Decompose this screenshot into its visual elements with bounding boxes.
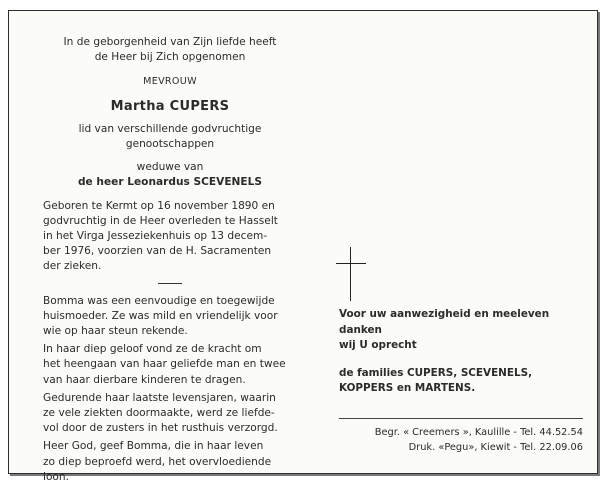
paragraph-line: wie op haar steun rekende. [43, 325, 188, 338]
families-line: KOPPERS en MARTENS. [339, 382, 476, 395]
right-column [339, 307, 579, 397]
paragraph [43, 391, 297, 437]
thanks-text [339, 307, 579, 354]
printer-line: Begr. « Creemers », Kaulille - Tel. 44.52.54 [374, 427, 583, 438]
paragraph-line: van haar dierbare kinderen te dragen. [43, 373, 246, 386]
bio-line: der zieken. [43, 260, 102, 273]
deceased-name: Martha CUPERS [110, 98, 230, 114]
husband-name: de heer Leonardus SCEVENELS [77, 176, 263, 189]
paragraph-line: In haar diep geloof vond ze de kracht om [43, 343, 262, 356]
paragraph-line: Gedurende haar laatste levensjaren, waarin [43, 391, 276, 404]
title-label: MEVROUW [143, 76, 197, 88]
paragraph-line: Heer God, geef Bomma, die in haar leven [43, 440, 264, 453]
thanks-line: Voor uw aanwezigheid en meeleven danken [339, 308, 550, 336]
cross-icon [336, 247, 366, 301]
paragraph-line: huismoeder. Ze was mild en vriendelijk voor [43, 309, 278, 322]
paragraph-line: Bomma was een eenvoudige en toegewijde [43, 294, 275, 307]
intro-line: In de geborgenheid van Zijn liefde heeft [63, 36, 277, 48]
bio-line: ber 1976, voorzien van de H. Sacramenten [43, 245, 272, 258]
divider [158, 283, 182, 284]
bio-line: Geboren te Kermt op 16 november 1890 en [43, 199, 275, 212]
families-text [339, 366, 579, 397]
intro-text [43, 35, 297, 65]
membership-text [43, 122, 297, 152]
widow-label: weduwe van [136, 161, 204, 174]
footer-rule [339, 418, 583, 419]
memorial-card [8, 10, 598, 483]
paragraph [43, 439, 297, 485]
intro-line: de Heer bij Zich opgenomen [94, 51, 246, 64]
paragraph [43, 342, 297, 388]
paragraph-line: het heengaan van haar geliefde man en twee [43, 358, 286, 371]
printer-info [339, 425, 583, 455]
paragraph-line: zo diep beproefd werd, het overvloediende [43, 455, 272, 468]
left-column [43, 35, 297, 485]
paragraph [43, 294, 297, 340]
paragraph-line: vol door de zusters in het rusthuis verzorgd. [43, 422, 278, 435]
membership-line: genootschappen [125, 138, 215, 151]
bio-line: in het Virga Jesseziekenhuis op 13 decem- [43, 230, 268, 243]
paragraph-line: loon. [43, 470, 69, 483]
membership-line: lid van verschillende godvruchtige [78, 122, 262, 135]
paragraph-line: ze vele ziekten doormaakte, werd ze liefde- [43, 407, 275, 420]
bio-paragraph [43, 199, 297, 275]
thanks-line: wij U oprecht [339, 339, 417, 352]
families-line: de families CUPERS, SCEVENELS, [339, 366, 533, 379]
printer-line: Druk. «Pegu», Kiewit - Tel. 22.09.06 [408, 442, 583, 453]
bio-line: godvruchtig in de Heer overleden te Hasselt [43, 214, 278, 227]
